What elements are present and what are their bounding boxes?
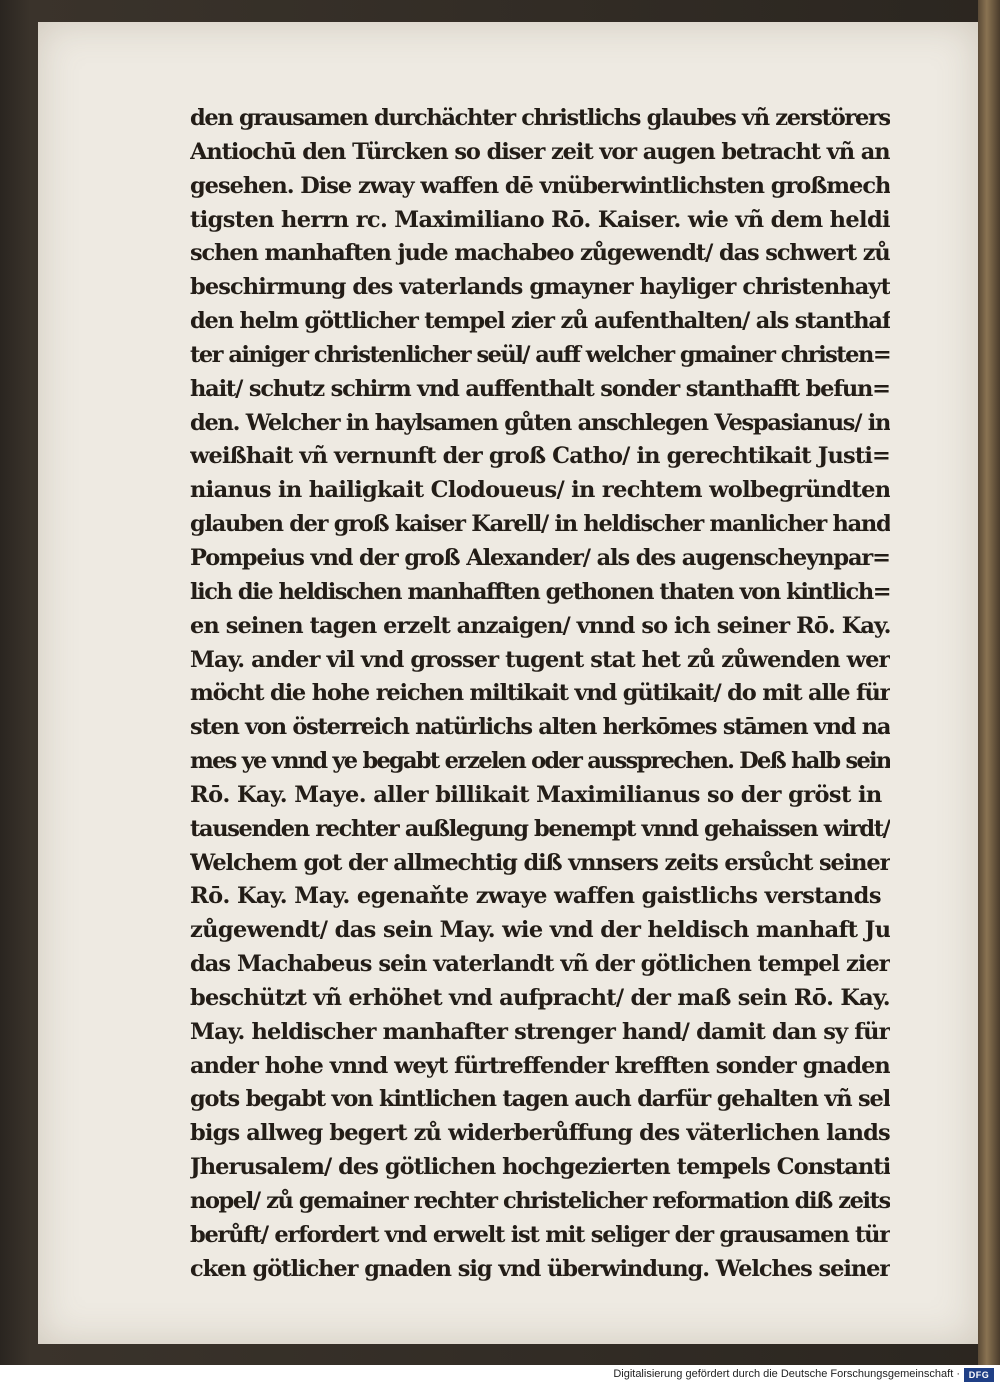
text-line: ander hohe vnnd weyt fürtreffender krefften sonder gnaden (190, 1052, 890, 1079)
text-line: ter ainiger christenlicher seül/ auff welcher gmainer christen= (190, 341, 890, 368)
footer-credit: Digitalisierung gefördert durch die Deutsche Forschungsgemeinschaft · (613, 1368, 960, 1380)
text-line: zůgewendt/ das sein May. wie vnd der heldisch manhaft Ju (190, 917, 890, 944)
text-line: tigsten herrn rc. Maximiliano Rō. Kaiser. wie vñ dem heldi (190, 206, 890, 233)
text-line: Rō. Kay. May. egenaňte zwaye waffen gaistlichs verstands (190, 883, 881, 910)
text-line: May. ander vil vnd grosser tugent stat het zů zůwenden wer (190, 646, 890, 673)
page-text-block (190, 102, 890, 1287)
dfg-logo-icon: DFG (964, 1368, 994, 1382)
text-line: nopel/ zů gemainer rechter christelicher reformation diß zeits (190, 1188, 890, 1214)
text-line: beschützt vñ erhöhet vnd aufpracht/ der maß sein Rō. Kay. (190, 984, 890, 1011)
text-line: mes ye vnnd ye begabt erzelen oder aussprechen. Deß halb sein (190, 748, 890, 775)
text-line: berůft/ erfordert vnd erwelt ist mit seliger der grausamen tür (190, 1221, 890, 1248)
text-line: beschirmung des vaterlands gmayner hayliger christenhayt (190, 274, 890, 301)
text-line: Antiochū den Türcken so diser zeit vor augen betracht vñ an (190, 138, 890, 165)
text-line: weißhait vñ vernunft der groß Catho/ in gerechtikait Justi= (190, 443, 890, 470)
text-line: tausenden rechter außlegung benempt vnnd gehaissen wirdt/ (190, 815, 890, 842)
text-line: Welchem got der allmechtig diß vnnsers zeits ersůcht seiner (190, 849, 890, 876)
text-line: sten von österreich natürlichs alten herkōmes stāmen vnd na (190, 714, 890, 741)
text-line: lich die heldischen manhafften gethonen thaten von kintlich= (190, 578, 890, 605)
text-line: gots begabt von kintlichen tagen auch darfür gehalten vñ sel (190, 1086, 890, 1113)
text-line: Pompeius vnd der groß Alexander/ als des augenscheynpar= (190, 544, 890, 571)
text-line: nianus in hailigkait Clodoueus/ in rechtem wolbegründten (190, 477, 890, 504)
book-spine-edge (978, 0, 1000, 1365)
text-line: den grausamen durchächter christlichs glaubes vñ zerstörers (190, 105, 890, 131)
text-line: schen manhaften jude machabeo zůgewendt/ das schwert zů (190, 240, 890, 267)
text-line: hait/ schutz schirm vnd auffenthalt sonder stanthafft befun= (190, 375, 890, 402)
text-line: den. Welcher in haylsamen gůten anschlegen Vespasianus/ in (190, 409, 890, 436)
text-line: Rō. Kay. Maye. aller billikait Maximilianus so der gröst in (190, 781, 882, 808)
book-page (38, 22, 978, 1344)
footer-bar (0, 1365, 1000, 1386)
text-line: das Machabeus sein vaterlandt vñ der götlichen tempel zier (190, 951, 890, 978)
text-line: May. heldischer manhafter strenger hand/ damit dan sy für (190, 1018, 890, 1045)
text-line: glauben der groß kaiser Karell/ in heldischer manlicher hand (190, 511, 890, 538)
text-line: cken götlicher gnaden sig vnd überwindung. Welches seiner (190, 1255, 890, 1282)
text-line: gesehen. Dise zway waffen dē vnüberwintlichsten großmech (190, 172, 890, 199)
text-line: bigs allweg begert zů widerberůffung des väterlichen lands (190, 1120, 890, 1147)
text-line: Jherusalem/ des götlichen hochgezierten tempels Constanti (190, 1154, 890, 1181)
text-line: en seinen tagen erzelt anzaigen/ vnnd so ich seiner Rō. Kay. (190, 612, 890, 639)
text-line: den helm göttlicher tempel zier zů aufenthalten/ als stanthaf (190, 308, 890, 335)
text-line: möcht die hohe reichen miltikait vnd gütikait/ do mit alle für (190, 680, 890, 707)
